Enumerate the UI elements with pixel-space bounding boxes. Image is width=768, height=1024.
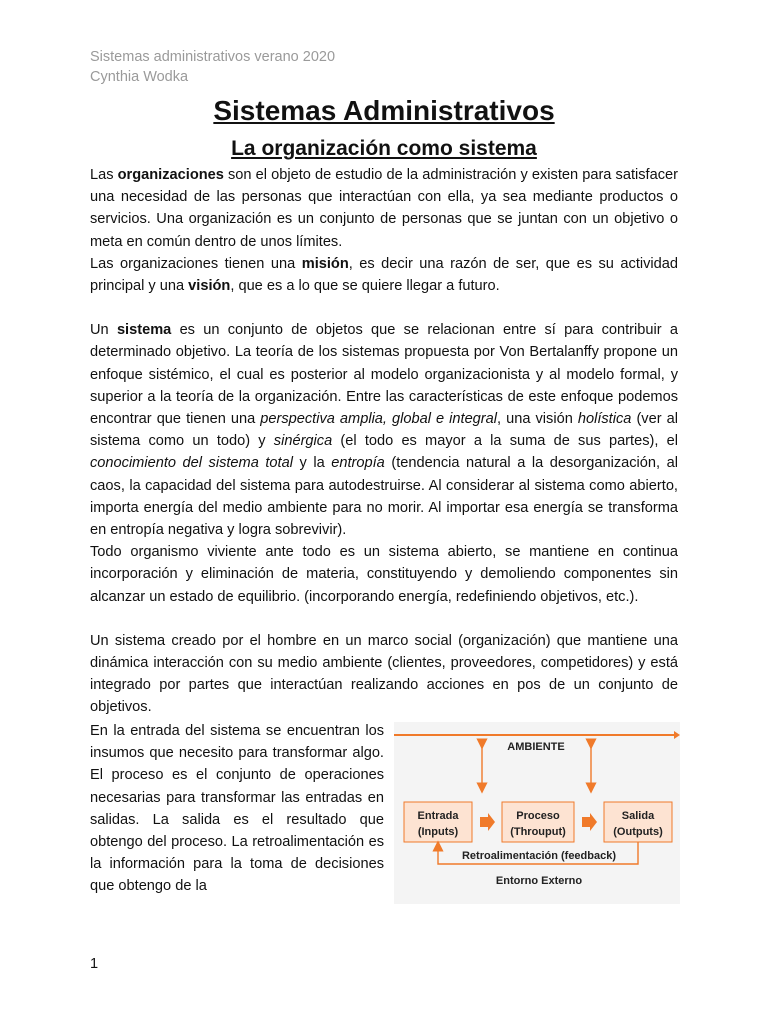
text-run: (ver al sistema como un todo) y <box>90 411 678 450</box>
italic-run: holística <box>577 411 632 428</box>
section-title: La organización como sistema <box>231 137 537 160</box>
proceso-sublabel: (Throuput) <box>510 826 566 838</box>
italic-run: sinérgica <box>273 433 333 450</box>
term-vision: visión <box>188 278 231 295</box>
document-header <box>90 47 335 87</box>
document-body <box>90 164 678 719</box>
document-title: Sistemas Administrativos <box>213 95 555 126</box>
entrada-label: Entrada <box>417 810 459 822</box>
proceso-salida-arrow <box>582 813 597 831</box>
paragraph-entrada-proceso: En la entrada del sistema se encuentran los insumos que necesito para transformar algo. El proceso es el conjunto de operaciones necesarias para transformar las entradas en salidas. La salida es el resultado que obtengo del proceso. La retroalimentación es la información para la toma de decisiones que obtengo de la <box>90 723 384 895</box>
paragraph-sistema <box>90 319 678 541</box>
text-run: (tendencia natural a la desorganización, al caos, la capacidad del sistema para autodestruirse. Al considerar al sistema como abierto, importa energía del medio ambiente para no morir. Al importar esa energía se transforma en entropía negativa y logra sobrevivir). <box>90 455 678 539</box>
ambiente-label: AMBIENTE <box>507 741 565 753</box>
text-run: , es decir una razón de ser, que es su actividad principal y una <box>90 255 678 295</box>
entorno-label: Entorno Externo <box>495 875 583 887</box>
feedback-label: Retroalimentación (feedback) <box>461 850 617 862</box>
page-number: 1 <box>90 956 99 972</box>
paragraph-organismo: Todo organismo viviente ante todo es un sistema abierto, se mantiene en continua incorporación y eliminación de materia, constituyendo y demoliendo componentes sin alcanzar un estado de equilibrio. (incorporando energía, redefiniendo objetivos, etc.). <box>90 544 678 605</box>
italic-run: entropía <box>331 455 385 472</box>
text-run: Las organizaciones tienen una <box>90 255 302 272</box>
term-sistema: sistema <box>116 322 172 339</box>
entrada-sublabel: (Inputs) <box>417 826 459 838</box>
text-run: es un conjunto de objetos que se relacionan entre sí para contribuir a determinado objetivo. La teoría de los sistemas propuesta por Von Bertalanffy propone un enfoque sistémico, el cual es posterior al modelo organizacionista y al modelo formal, y superior a la teoría de la organización. Entre las características de este enfoque podemos encontrar que tienen una <box>90 322 678 428</box>
text-run: (el todo es mayor a la suma de sus partes), el <box>332 433 678 450</box>
header-author: Cynthia Wodka <box>90 69 189 85</box>
text-run: y la <box>292 455 332 472</box>
italic-run: perspectiva amplia, global e integral <box>260 411 498 428</box>
system-diagram-svg <box>394 722 680 904</box>
proceso-label: Proceso <box>516 810 560 822</box>
text-run: , una visión <box>497 411 578 428</box>
salida-sublabel: (Outputs) <box>613 826 663 838</box>
term-organizaciones: organizaciones <box>117 167 224 183</box>
paragraph-sistema-social: Un sistema creado por el hombre en un marco social (organización) que mantiene una dinámica interacción con su medio ambiente (clientes, proveedores, competidores) y está integrado por partes que interactúan realizando acciones en pos de un conjunto de objetivos. <box>90 632 678 716</box>
salida-label: Salida <box>621 810 655 822</box>
text-run: Las <box>90 167 118 183</box>
text-run: son el objeto de estudio de la administración y existen para satisfacer una necesidad de las personas que interactúan con ella, ya sea mediante productos o servicios. Una organización es un conjunto de personas que se juntan con un objetivo o meta en común dentro de unos límites. <box>90 167 678 250</box>
italic-run: conocimiento del sistema total <box>90 455 293 472</box>
system-diagram <box>394 722 680 904</box>
text-run: , que es a lo que se quiere llegar a futuro. <box>230 278 500 295</box>
ambiente-arrowhead <box>674 731 680 739</box>
text-run: Un <box>90 322 117 339</box>
paragraph-mision-vision <box>90 253 678 297</box>
header-course: Sistemas administrativos verano 2020 <box>90 49 336 65</box>
paragraph-organizaciones <box>90 164 678 253</box>
term-mision: misión <box>301 255 349 272</box>
entrada-proceso-arrow <box>480 813 495 831</box>
